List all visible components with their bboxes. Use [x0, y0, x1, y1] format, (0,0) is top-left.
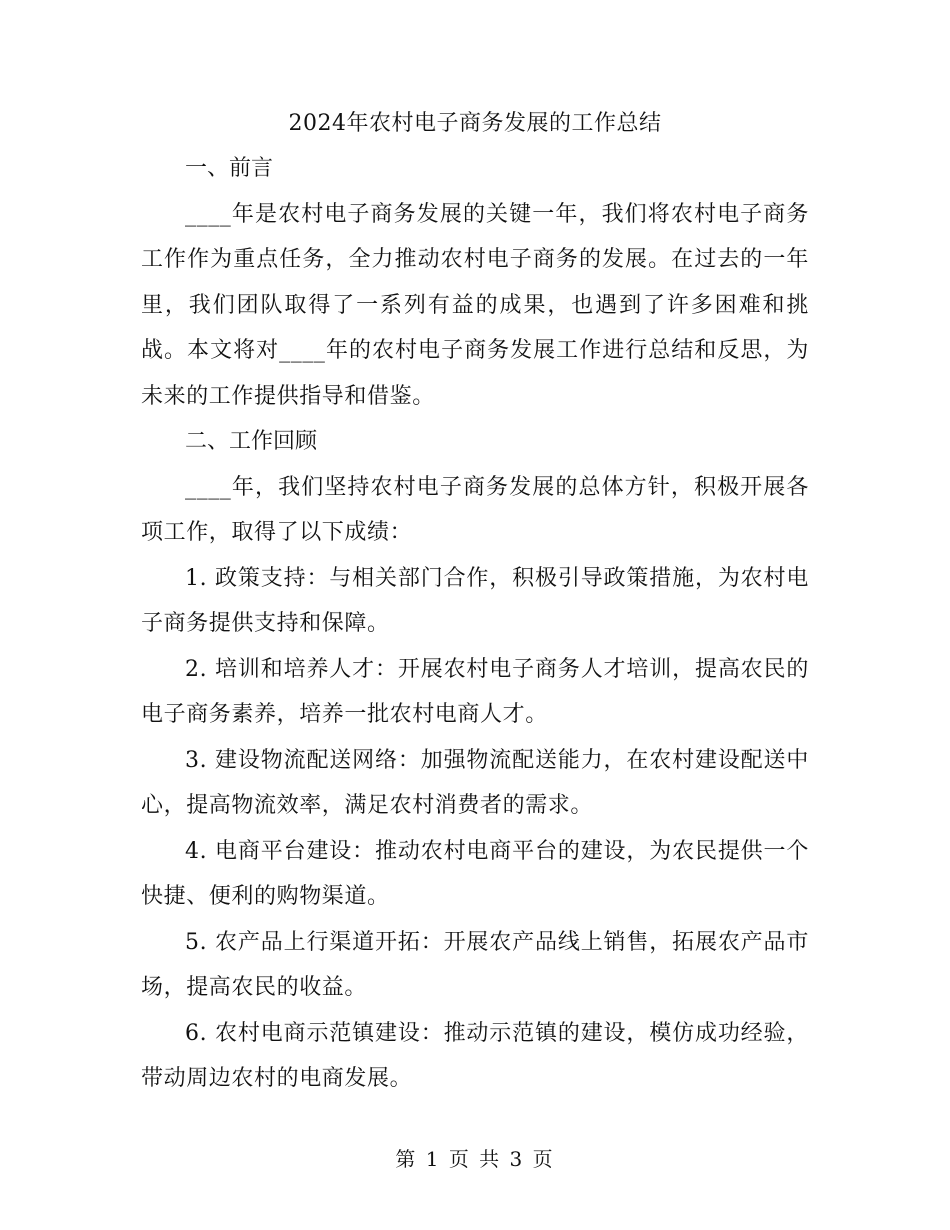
section-heading-preface: 一、前言	[185, 156, 274, 181]
review-item-demo-towns: 6. 农村电商示范镇建设：推动示范镇的建设，模仿成功经验，带动周边农村的电商发展。	[141, 1020, 809, 1091]
page-number-footer: 第 1 页 共 3 页	[395, 1147, 555, 1171]
document-body	[141, 102, 809, 1102]
section-heading-review: 二、工作回顾	[185, 429, 318, 454]
review-item-training: 2. 培训和培养人才：开展农村电子商务人才培训，提高农民的电子商务素养，培养一批农村电商人才。	[141, 656, 809, 727]
document-title: 2024年农村电子商务发展的工作总结	[288, 111, 662, 136]
review-intro-paragraph: ____年，我们坚持农村电子商务发展的总体方针，积极开展各项工作，取得了以下成绩：	[141, 474, 809, 545]
review-item-platform: 4. 电商平台建设：推动农村电商平台的建设，为农民提供一个快捷、便利的购物渠道。	[141, 838, 809, 909]
review-item-logistics: 3. 建设物流配送网络：加强物流配送能力，在农村建设配送中心，提高物流效率，满足农村消费者的需求。	[141, 747, 809, 818]
preface-paragraph: ____年是农村电子商务发展的关键一年，我们将农村电子商务工作作为重点任务，全力推动农村电子商务的发展。在过去的一年里，我们团队取得了一系列有益的成果，也遇到了许多困难和挑战。本文将对____年的农村电子商务发展工作进行总结和反思，为未来的工作提供指导和借鉴。	[141, 201, 809, 409]
review-item-policy: 1. 政策支持：与相关部门合作，积极引导政策措施，为农村电子商务提供支持和保障。	[141, 565, 809, 636]
review-item-agri-channels: 5. 农产品上行渠道开拓：开展农产品线上销售，拓展农产品市场，提高农民的收益。	[141, 929, 809, 1000]
